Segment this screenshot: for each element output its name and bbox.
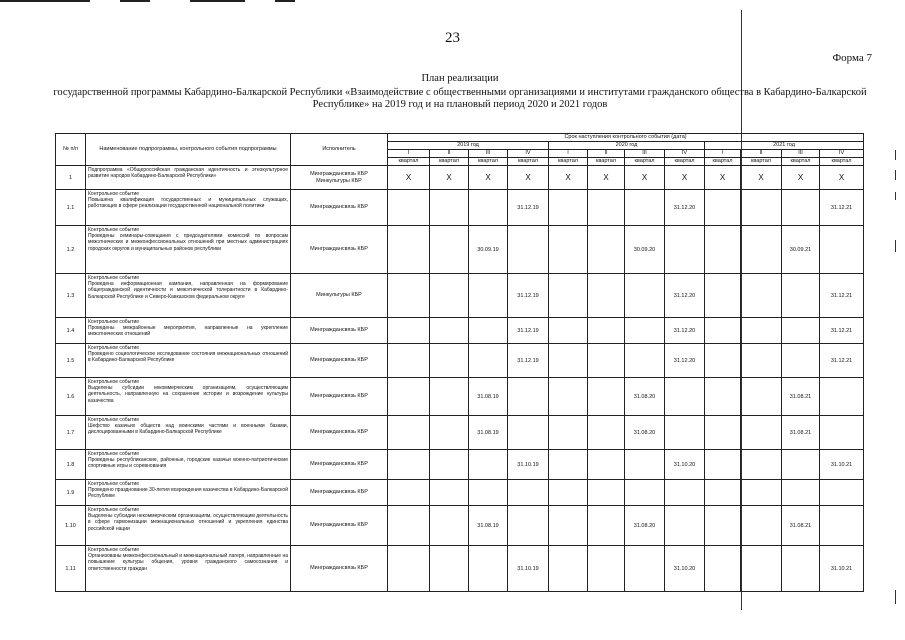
row-description: Контрольное событие Организованы межконфессиональный и межнациональный лагеря, направленные на повышение культуры общения, уровня гражданского самосознания и ответственности граждан: [86, 546, 291, 592]
deadline-cell: 31.10.20: [665, 450, 705, 480]
deadline-cell: [430, 318, 469, 344]
deadline-cell: [705, 480, 741, 506]
deadline-cell: [705, 344, 741, 378]
header-quarter-number: I: [388, 150, 430, 158]
deadline-cell: [665, 226, 705, 274]
deadline-cell: [588, 378, 625, 416]
document-title: План реализации: [421, 73, 499, 84]
deadline-cell: 31.12.19: [508, 318, 549, 344]
deadline-cell: 31.08.20: [625, 506, 665, 546]
deadline-cell: [741, 318, 782, 344]
deadline-cell: [430, 506, 469, 546]
row-executor: Минграждансвязь КБР: [291, 450, 388, 480]
deadline-cell: [549, 318, 588, 344]
deadline-cell: Х: [508, 166, 549, 190]
deadline-cell: [741, 546, 782, 592]
deadline-cell: [782, 546, 820, 592]
deadline-cell: Х: [625, 166, 665, 190]
deadline-cell: [430, 190, 469, 226]
deadline-cell: 31.12.20: [665, 344, 705, 378]
deadline-cell: [469, 318, 508, 344]
deadline-cell: [388, 318, 430, 344]
deadline-cell: 31.12.20: [665, 318, 705, 344]
deadline-cell: [430, 480, 469, 506]
header-quarter-number: II: [741, 150, 782, 158]
document-subtitle: государственной программы Кабардино-Балкарской Республики «Взаимодействие с общественными организациями и институтами гражданского общества в Кабардино-Балкарской Республике» на 2019 год и на плановый период 2020 и 2021 годов: [53, 87, 867, 110]
header-executor: Исполнитель: [291, 134, 388, 166]
deadline-cell: [388, 546, 430, 592]
deadline-cell: [588, 226, 625, 274]
deadline-cell: [469, 190, 508, 226]
deadline-cell: Х: [549, 166, 588, 190]
deadline-cell: 31.08.19: [469, 416, 508, 450]
deadline-cell: [820, 506, 864, 546]
deadline-cell: [782, 318, 820, 344]
table-row: [56, 546, 864, 592]
deadline-cell: [549, 226, 588, 274]
table-row: [56, 506, 864, 546]
row-number: 1: [56, 166, 86, 190]
row-number: 1.8: [56, 450, 86, 480]
deadline-cell: [508, 416, 549, 450]
deadline-cell: [508, 506, 549, 546]
form-label: Форма 7: [832, 52, 872, 64]
row-executor: Минграждансвязь КБР Минкультуры КБР: [291, 166, 388, 190]
scan-artifact-top: [0, 0, 90, 2]
table-row: [56, 226, 864, 274]
scan-artifact-top: [275, 0, 295, 2]
deadline-cell: [820, 416, 864, 450]
deadline-cell: 31.10.21: [820, 450, 864, 480]
deadline-cell: [705, 318, 741, 344]
row-number: 1.1: [56, 190, 86, 226]
header-quarter-number: III: [469, 150, 508, 158]
row-description: Контрольное событие Проведено социологическое исследование состояния межнациональных отношений в Кабардино-Балкарской Республике: [86, 344, 291, 378]
deadline-cell: [625, 318, 665, 344]
table-row: [56, 274, 864, 318]
deadline-cell: [469, 450, 508, 480]
deadline-cell: [588, 546, 625, 592]
deadline-cell: [782, 274, 820, 318]
row-number: 1.7: [56, 416, 86, 450]
deadline-cell: 31.10.19: [508, 546, 549, 592]
deadline-cell: [588, 318, 625, 344]
header-quarter-label: квартал: [430, 158, 469, 166]
row-executor: Минграждансвязь КБР: [291, 506, 388, 546]
header-quarter-number: I: [705, 150, 741, 158]
deadline-cell: [782, 344, 820, 378]
header-quarter-label: квартал: [741, 158, 782, 166]
deadline-cell: [549, 416, 588, 450]
row-executor: Минграждансвязь КБР: [291, 226, 388, 274]
header-quarter-label: квартал: [782, 158, 820, 166]
table-row: [56, 166, 864, 190]
deadline-cell: Х: [430, 166, 469, 190]
deadline-cell: [782, 450, 820, 480]
row-number: 1.10: [56, 506, 86, 546]
row-executor: Минграждансвязь КБР: [291, 318, 388, 344]
deadline-cell: [588, 190, 625, 226]
row-description: Контрольное событие Повышена квалификация государственных и муниципальных служащих, работающих в сфере реализации государственной национальной политики: [86, 190, 291, 226]
deadline-cell: [430, 450, 469, 480]
deadline-cell: [741, 274, 782, 318]
deadline-cell: [588, 480, 625, 506]
deadline-cell: [588, 274, 625, 318]
deadline-cell: 30.09.21: [782, 226, 820, 274]
row-number: 1.11: [56, 546, 86, 592]
deadline-cell: [741, 344, 782, 378]
header-year: 2021 год: [705, 142, 864, 150]
deadline-cell: 31.12.20: [665, 274, 705, 318]
deadline-cell: [782, 480, 820, 506]
deadline-cell: [388, 450, 430, 480]
scan-artifact-tick: [895, 170, 896, 180]
deadline-cell: [388, 190, 430, 226]
deadline-cell: [741, 416, 782, 450]
plan-table: [55, 133, 864, 592]
deadline-cell: [741, 226, 782, 274]
deadline-cell: [388, 226, 430, 274]
deadline-cell: 31.12.21: [820, 344, 864, 378]
deadline-cell: [625, 480, 665, 506]
deadline-cell: Х: [388, 166, 430, 190]
scan-artifact-tick: [895, 192, 896, 200]
deadline-cell: [665, 480, 705, 506]
deadline-cell: [549, 274, 588, 318]
deadline-cell: Х: [588, 166, 625, 190]
deadline-cell: [388, 416, 430, 450]
row-number: 1.2: [56, 226, 86, 274]
row-description: Контрольное событие Выделены субсидии некоммерческим организациям, осуществляющим деятельность в сфере гармонизации межнациональных отношений и укрепления единства российской нации: [86, 506, 291, 546]
deadline-cell: Х: [469, 166, 508, 190]
row-executor: Минграждансвязь КБР: [291, 344, 388, 378]
deadline-cell: [508, 480, 549, 506]
header-quarter-number: III: [625, 150, 665, 158]
deadline-cell: [820, 378, 864, 416]
deadline-cell: [741, 378, 782, 416]
row-number: 1.5: [56, 344, 86, 378]
scan-artifact-tick: [895, 590, 896, 604]
deadline-cell: [388, 378, 430, 416]
header-name: Наименование подпрограммы, контрольного события подпрограммы: [86, 134, 291, 166]
deadline-cell: Х: [665, 166, 705, 190]
deadline-cell: 31.10.20: [665, 546, 705, 592]
deadline-cell: [549, 344, 588, 378]
deadline-cell: [705, 450, 741, 480]
deadline-cell: [625, 546, 665, 592]
row-description: Контрольное событие Проведено празднование 30-летия возрождения казачества в Кабардино-Балкарской Республике: [86, 480, 291, 506]
header-quarter-number: IV: [820, 150, 864, 158]
row-executor: Минграждансвязь КБР: [291, 190, 388, 226]
header-quarter-label: квартал: [469, 158, 508, 166]
table-row: [56, 450, 864, 480]
deadline-cell: [820, 480, 864, 506]
deadline-cell: 31.12.21: [820, 274, 864, 318]
header-quarter-number: I: [549, 150, 588, 158]
deadline-cell: [625, 190, 665, 226]
deadline-cell: 31.12.20: [665, 190, 705, 226]
scan-artifact-tick: [895, 150, 896, 160]
deadline-cell: [705, 226, 741, 274]
header-num: № п/п: [56, 134, 86, 166]
header-quarter-number: IV: [508, 150, 549, 158]
deadline-cell: [588, 506, 625, 546]
table-row: [56, 378, 864, 416]
table-row: [56, 190, 864, 226]
deadline-cell: [430, 546, 469, 592]
deadline-cell: 31.10.19: [508, 450, 549, 480]
header-quarter-number: III: [782, 150, 820, 158]
row-description: Контрольное событие Проведена информационная кампания, направленная на формирование общегражданской идентичности и межэтнической толерантности в Кабардино-Балкарской Республике и Северо-Кавказском федеральном округе: [86, 274, 291, 318]
deadline-cell: [430, 378, 469, 416]
deadline-cell: 31.10.21: [820, 546, 864, 592]
deadline-cell: [705, 506, 741, 546]
row-executor: Минграждансвязь КБР: [291, 416, 388, 450]
deadline-cell: [741, 480, 782, 506]
deadline-cell: [430, 344, 469, 378]
deadline-cell: Х: [820, 166, 864, 190]
deadline-cell: [549, 190, 588, 226]
row-number: 1.4: [56, 318, 86, 344]
header-quarter-label: квартал: [705, 158, 741, 166]
deadline-cell: 31.08.21: [782, 378, 820, 416]
deadline-cell: Х: [705, 166, 741, 190]
deadline-cell: [705, 190, 741, 226]
header-quarter-label: квартал: [588, 158, 625, 166]
header-quarter-label: квартал: [820, 158, 864, 166]
deadline-cell: 31.08.19: [469, 378, 508, 416]
row-description: Контрольное событие Проведены семинары-совещания с председателями комиссий по вопросам межэтнических и межконфессиональных отношений при местных администрациях городских округов и муниципальных районов республики: [86, 226, 291, 274]
deadline-cell: [588, 344, 625, 378]
row-number: 1.3: [56, 274, 86, 318]
row-description: Контрольное событие Проведены межрайонные мероприятия, направленные на укрепление межэтнических отношений: [86, 318, 291, 344]
row-description: Подпрограмма «Общероссийская гражданская идентичность и этнокультурное развитие народов Кабардино-Балкарской Республики»: [86, 166, 291, 190]
row-description: Контрольное событие Шефство казачьих обществ над воинскими частями и военными базами, дислоцированными в Кабардино-Балкарской Республике: [86, 416, 291, 450]
header-quarter-label: квартал: [665, 158, 705, 166]
deadline-cell: [469, 274, 508, 318]
header-quarter-label: квартал: [508, 158, 549, 166]
deadline-cell: [625, 344, 665, 378]
deadline-cell: [508, 226, 549, 274]
scan-artifact-top: [190, 0, 245, 2]
deadline-cell: [741, 190, 782, 226]
deadline-cell: 31.12.19: [508, 190, 549, 226]
header-quarter-number: II: [430, 150, 469, 158]
deadline-cell: [625, 450, 665, 480]
deadline-cell: [665, 416, 705, 450]
table-row: [56, 344, 864, 378]
deadline-cell: [741, 506, 782, 546]
deadline-cell: Х: [741, 166, 782, 190]
header-quarter-label: квартал: [625, 158, 665, 166]
table-row: [56, 416, 864, 450]
deadline-cell: [549, 450, 588, 480]
deadline-cell: [549, 480, 588, 506]
deadline-cell: 31.12.21: [820, 190, 864, 226]
deadline-cell: [469, 344, 508, 378]
scan-artifact-top: [120, 0, 150, 2]
deadline-cell: [469, 546, 508, 592]
row-number: 1.9: [56, 480, 86, 506]
deadline-cell: 31.12.19: [508, 274, 549, 318]
header-year: 2020 год: [549, 142, 705, 150]
deadline-cell: [469, 480, 508, 506]
deadline-cell: [705, 378, 741, 416]
deadline-cell: [549, 378, 588, 416]
deadline-cell: [388, 480, 430, 506]
deadline-cell: Х: [782, 166, 820, 190]
row-executor: Минграждансвязь КБР: [291, 546, 388, 592]
deadline-cell: [508, 378, 549, 416]
deadline-cell: 31.12.21: [820, 318, 864, 344]
deadline-cell: [741, 450, 782, 480]
deadline-cell: [388, 274, 430, 318]
deadline-cell: [430, 416, 469, 450]
row-description: Контрольное событие Проведены республиканские, районные, городские казачьи военно-патриотические спортивные игры и соревнования: [86, 450, 291, 480]
deadline-cell: [665, 506, 705, 546]
deadline-cell: [705, 546, 741, 592]
page-number: 23: [445, 30, 460, 46]
deadline-cell: [388, 344, 430, 378]
header-quarter-label: квартал: [549, 158, 588, 166]
deadline-cell: [705, 416, 741, 450]
header-quarter-number: II: [588, 150, 625, 158]
table-row: [56, 480, 864, 506]
header-year: 2019 год: [388, 142, 549, 150]
row-executor: Минкультуры КБР: [291, 274, 388, 318]
header-deadline: Срок наступления контрольного события (дата): [388, 134, 864, 142]
header-quarter-label: квартал: [388, 158, 430, 166]
deadline-cell: [549, 506, 588, 546]
deadline-cell: [820, 226, 864, 274]
deadline-cell: 30.09.20: [625, 226, 665, 274]
table-row: [56, 318, 864, 344]
deadline-cell: [588, 416, 625, 450]
deadline-cell: 31.08.19: [469, 506, 508, 546]
row-number: 1.6: [56, 378, 86, 416]
deadline-cell: 31.12.19: [508, 344, 549, 378]
deadline-cell: [549, 546, 588, 592]
deadline-cell: 30.09.19: [469, 226, 508, 274]
scan-artifact-tick: [895, 240, 896, 252]
row-executor: Минграждансвязь КБР: [291, 378, 388, 416]
deadline-cell: [388, 506, 430, 546]
deadline-cell: [705, 274, 741, 318]
deadline-cell: [430, 226, 469, 274]
deadline-cell: [782, 190, 820, 226]
deadline-cell: 31.08.21: [782, 506, 820, 546]
deadline-cell: 31.08.21: [782, 416, 820, 450]
deadline-cell: [588, 450, 625, 480]
deadline-cell: [665, 378, 705, 416]
row-description: Контрольное событие Выделены субсидии некоммерческим организациям, осуществляющим деятельность, направленную на сохранение истории и возрождение культуры казачества: [86, 378, 291, 416]
deadline-cell: [625, 274, 665, 318]
deadline-cell: 31.08.20: [625, 416, 665, 450]
deadline-cell: 31.08.20: [625, 378, 665, 416]
row-executor: Минграждансвязь КБР: [291, 480, 388, 506]
header-quarter-number: IV: [665, 150, 705, 158]
deadline-cell: [430, 274, 469, 318]
